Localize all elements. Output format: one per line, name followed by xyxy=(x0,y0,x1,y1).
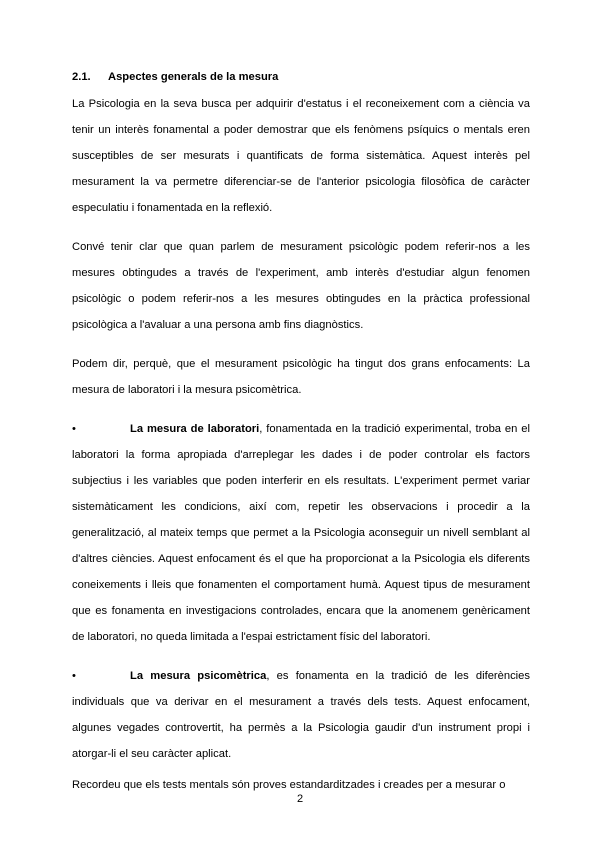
paragraph-two-approaches: Podem dir, perquè, que el mesurament psicològic ha tingut dos grans enfocaments: La mesura de laboratori i la mesura psicomètrica. xyxy=(72,358,530,396)
closing-line: Recordeu que els tests mentals són proves estandarditzades i creades per a mesurar o xyxy=(72,779,506,791)
bullet-text-psychometric: , es fonamenta en la tradició de les diferències individuals que va derivar en el mesurament a través dels tests. Aquest enfocament, algunes vegades controvertit, ha permès a la Psicologia gaudir d'un instrument propi i atorgar-li el seu caràcter aplicat. xyxy=(72,670,530,760)
bullet-term-psychometric: La mesura psicomètrica xyxy=(130,670,267,682)
bullet-text-laboratory: , fonamentada en la tradició experimental, troba en el laboratori la forma apropiada d'arreplegar les dades i de poder controlar els factors subjectius i les variables que poden interferir en els resultats. L'experiment permet variar sistemàticament les condicions, així com, repetir les observacions i procedir a la generalització, al mateix temps que permet a la Psicologia aconseguir un nivell semblant al d'altres ciències. Aquest enfocament és el que ha proporcionat a la Psicologia els diferents coneixements i lleis que fonamenten el comportament humà. Aquest tipus de mesurament que es fonamenta en investigacions controlades, encara que la anomenem genèricament de laboratori, no queda limitada a l'espai estrictament físic del laboratori. xyxy=(72,423,530,643)
section-number: 2.1. xyxy=(72,71,91,83)
page-number: 2 xyxy=(296,793,304,805)
page-content xyxy=(72,63,530,798)
paragraph-psychological-measurement: Convé tenir clar que quan parlem de mesurament psicològic podem referir-nos a les mesures obtingudes a través de l'experiment, amb interès d'estudiar algun fenomen psicològic o podem referir-nos a les mesures obtingudes en la pràctica professional psicològica a l'avaluar a una persona amb fins diagnòstics. xyxy=(72,241,530,331)
bullet-laboratory-measure xyxy=(72,416,530,650)
paragraph-measurement-interest: La Psicologia en la seva busca per adquirir d'estatus i el reconeixement com a ciència va tenir un interès fonamental a poder demostrar que els fenòmens psíquics o mentals eren susceptibles de ser mesurats i quantificats de forma sistemàtica. Aquest interès pel mesurament la va permetre diferenciar-se de l'anterior psicologia filosòfica de caràcter especulatiu i fonamentada en la reflexió. xyxy=(72,98,530,214)
bullet-term-laboratory: La mesura de laboratori xyxy=(130,423,260,435)
bullet-psychometric-measure xyxy=(72,663,530,767)
section-heading xyxy=(72,63,530,91)
bullet-marker: • xyxy=(72,670,76,682)
section-title: Aspectes generals de la mesura xyxy=(108,71,279,83)
bullet-marker: • xyxy=(72,423,76,435)
